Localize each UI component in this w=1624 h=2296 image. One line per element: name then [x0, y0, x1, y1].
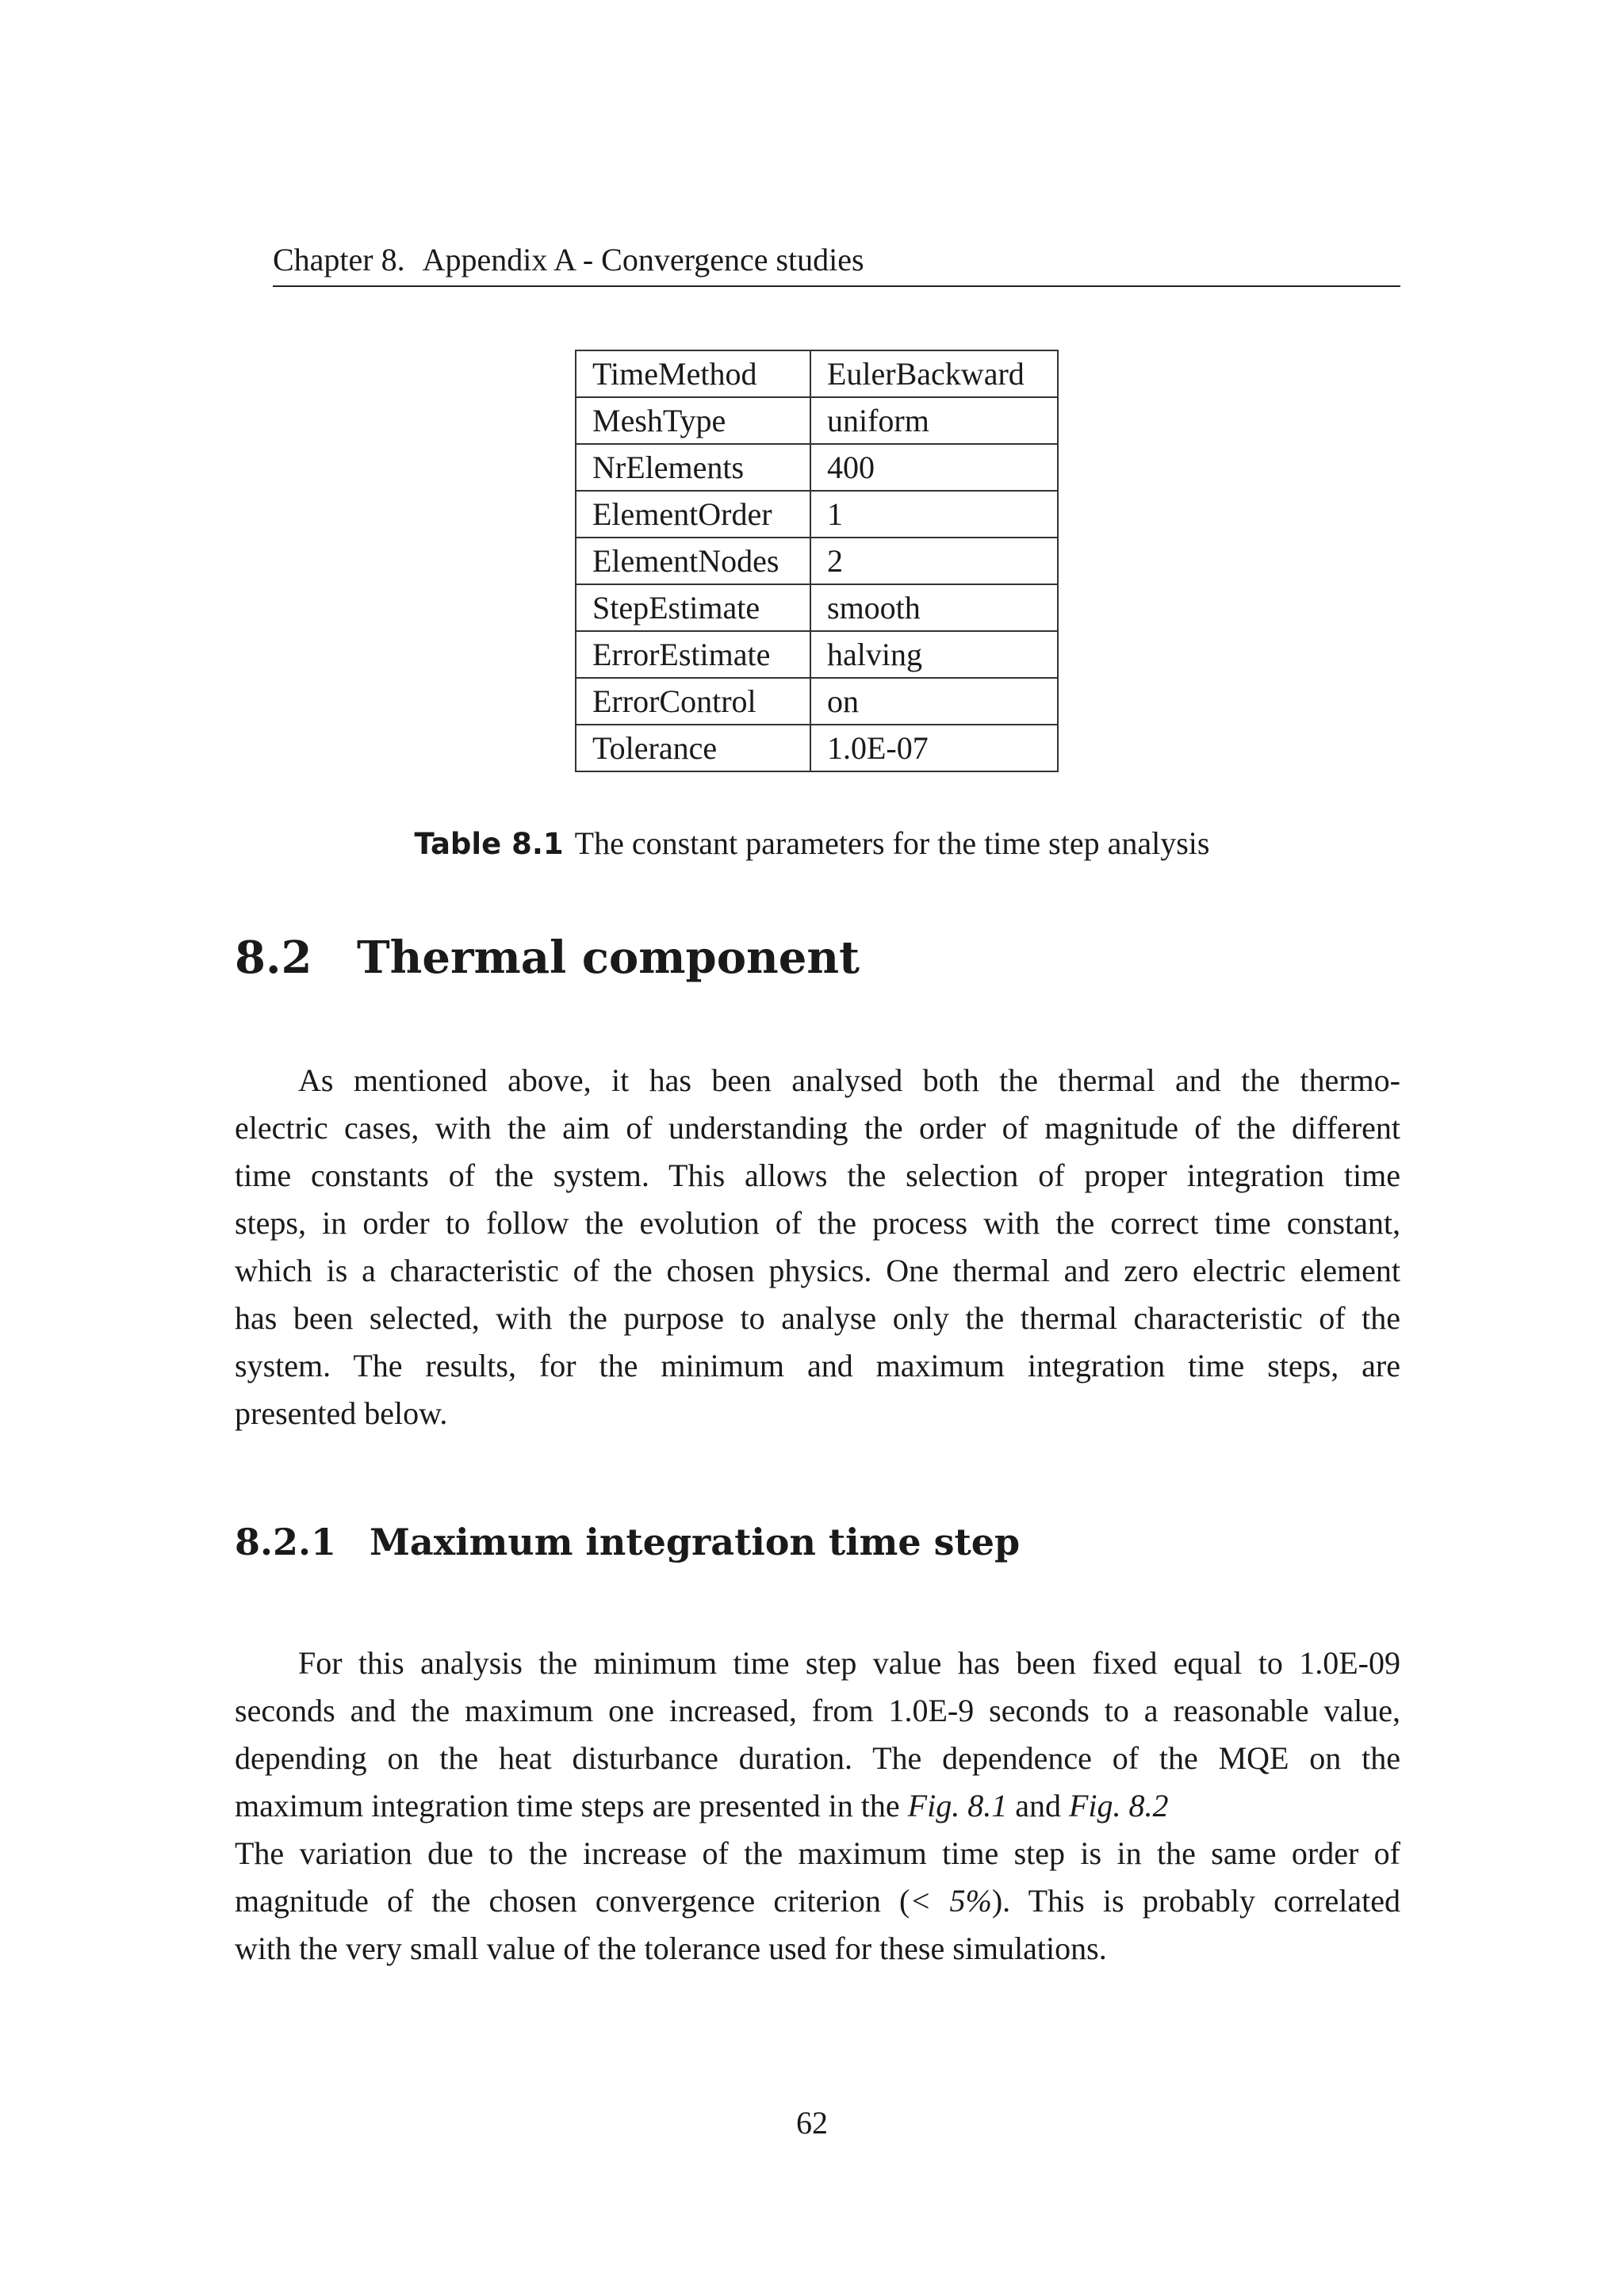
table-row	[576, 538, 1058, 584]
subsection-heading	[235, 1514, 1020, 1570]
section-heading	[235, 926, 860, 989]
paragraph-line: The variation due to the increase of the maximum time step is in the same order of	[235, 1835, 1400, 1871]
paragraph-line: depending on the heat disturbance duration. The dependence of the MQE on the	[235, 1740, 1400, 1776]
subsection-number: 8.2.1	[235, 1521, 337, 1563]
table-cell-key: ErrorEstimate	[576, 631, 810, 678]
paragraph-line: seconds and the maximum one increased, from 1.0E-9 seconds to a reasonable value,	[235, 1693, 1400, 1728]
table-cell-value: uniform	[810, 397, 1058, 444]
paragraph-line: For this analysis the minimum time step value has been fixed equal to 1.0E-09	[298, 1645, 1400, 1681]
section-paragraph	[235, 1057, 1400, 1437]
paragraph-line: presented below.	[235, 1395, 448, 1431]
paragraph-line: has been selected, with the purpose to analyse only the thermal characteristic of the	[235, 1300, 1400, 1336]
chapter-title: Appendix A - Convergence studies	[422, 242, 864, 277]
paragraph-line: electric cases, with the aim of understanding the order of magnitude of the different	[235, 1110, 1400, 1146]
paragraph-text: ). This is probably correlated	[991, 1883, 1401, 1919]
table-cell-value: smooth	[810, 584, 1058, 631]
table-caption-label: Table 8.1	[414, 827, 564, 861]
subsection-title: Maximum integration time step	[370, 1521, 1021, 1563]
table-row	[576, 678, 1058, 725]
paragraph-line: steps, in order to follow the evolution of the process with the correct time constant,	[235, 1205, 1400, 1241]
table-caption-text: The constant parameters for the time step analysis	[574, 825, 1210, 861]
figure-reference: Fig. 8.1	[907, 1788, 1008, 1823]
paragraph-text: magnitude of the chosen convergence criterion (	[235, 1883, 910, 1919]
table-cell-key: MeshType	[576, 397, 810, 444]
table-cell-value: 1	[810, 491, 1058, 538]
table-cell-key: ElementOrder	[576, 491, 810, 538]
running-header	[273, 235, 1400, 287]
table-row	[576, 491, 1058, 538]
paragraph-line: which is a characteristic of the chosen physics. One thermal and zero electric element	[235, 1253, 1400, 1288]
paragraph-text: maximum integration time steps are presented in the	[235, 1788, 908, 1823]
table-cell-value: EulerBackward	[810, 350, 1058, 397]
table-row	[576, 725, 1058, 771]
table-cell-value: on	[810, 678, 1058, 725]
table-cell-key: TimeMethod	[576, 350, 810, 397]
figure-reference: Fig. 8.2	[1068, 1788, 1169, 1823]
paragraph-line	[235, 1782, 1400, 1830]
table-row	[576, 631, 1058, 678]
table-row	[576, 444, 1058, 491]
table-cell-value: halving	[810, 631, 1058, 678]
paragraph-text: and	[1007, 1788, 1069, 1823]
paragraph-line: time constants of the system. This allows the selection of proper integration time	[235, 1158, 1400, 1193]
parameters-table	[575, 350, 1059, 772]
page-number: 62	[796, 2105, 828, 2141]
table-row	[576, 584, 1058, 631]
table-cell-key: ElementNodes	[576, 538, 810, 584]
table-row	[576, 350, 1058, 397]
table-caption	[0, 825, 1624, 863]
table-cell-value: 2	[810, 538, 1058, 584]
table-cell-value: 1.0E-07	[810, 725, 1058, 771]
section-number: 8.2	[235, 932, 312, 984]
paragraph-line: system. The results, for the minimum and maximum integration time steps, are	[235, 1348, 1400, 1383]
paragraph-line: As mentioned above, it has been analysed both the thermal and the thermo-	[298, 1062, 1400, 1098]
section-title: Thermal component	[357, 932, 860, 984]
table-cell-key: StepEstimate	[576, 584, 810, 631]
paragraph-line: with the very small value of the tolerance used for these simulations.	[235, 1931, 1107, 1966]
table-cell-key: ErrorControl	[576, 678, 810, 725]
convergence-criterion: < 5%	[910, 1883, 992, 1919]
subsection-paragraph	[235, 1640, 1400, 1973]
table-row	[576, 397, 1058, 444]
table-cell-key: NrElements	[576, 444, 810, 491]
table-cell-key: Tolerance	[576, 725, 810, 771]
chapter-number: Chapter 8.	[273, 242, 405, 277]
table-cell-value: 400	[810, 444, 1058, 491]
paragraph-line	[235, 1877, 1400, 1925]
